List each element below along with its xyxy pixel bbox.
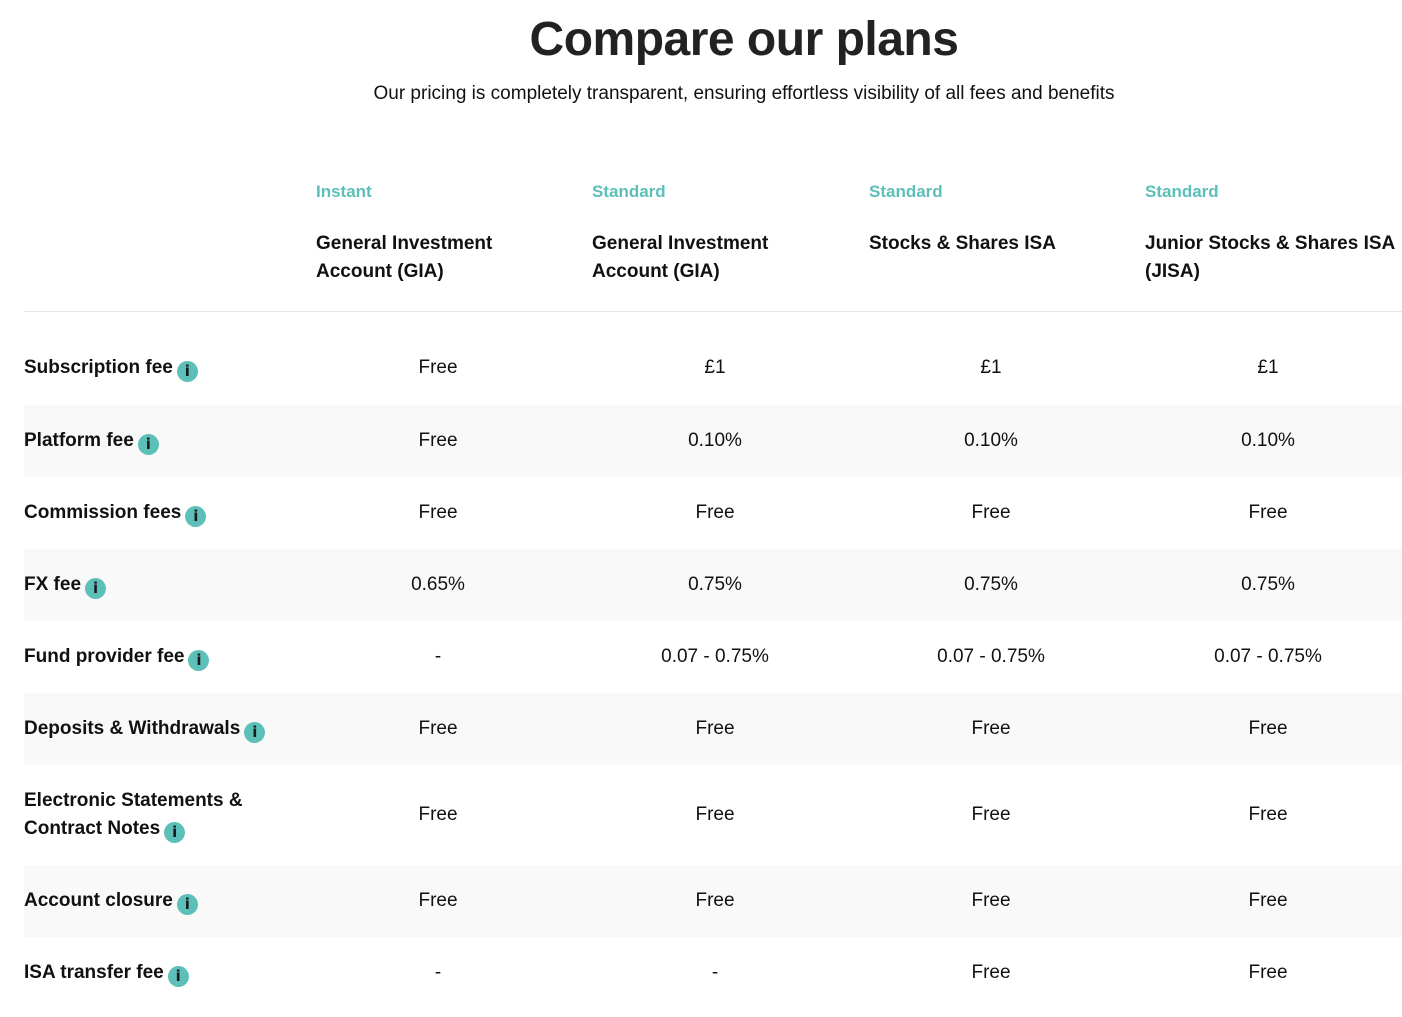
table-cell: Free — [695, 890, 735, 911]
header-divider — [24, 311, 1402, 312]
info-icon[interactable]: i — [185, 506, 206, 527]
row-label — [24, 715, 294, 743]
table-row-account-closure — [24, 865, 1402, 937]
row-label-text: Platform fee — [24, 430, 134, 451]
table-cell: Free — [971, 890, 1011, 911]
table-cell: 0.75% — [964, 574, 1018, 595]
row-label-text: Fund provider fee — [24, 646, 185, 667]
table-row-fund-provider-fee — [24, 621, 1402, 693]
table-row-commission-fees — [24, 477, 1402, 549]
plan-tier-label: Standard — [592, 182, 666, 201]
row-label-text: Deposits & Withdrawals — [24, 718, 241, 739]
table-cell: Free — [1248, 718, 1288, 739]
plan-name: Junior Stocks & Shares ISA (JISA) — [1145, 233, 1395, 282]
row-label-text: ISA transfer fee — [24, 962, 164, 983]
info-icon[interactable]: i — [177, 361, 198, 382]
info-icon[interactable]: i — [85, 578, 106, 599]
table-cell: £1 — [1257, 357, 1279, 378]
table-cell: 0.10% — [688, 430, 742, 451]
plan-header-stocks-shares-isa — [869, 180, 1129, 258]
table-cell: £1 — [704, 357, 726, 378]
row-label-text: FX fee — [24, 574, 82, 595]
table-cell: 0.07 - 0.75% — [937, 646, 1045, 667]
table-row-subscription-fee — [24, 332, 1402, 404]
table-cell: Free — [695, 804, 735, 825]
table-cell: Free — [695, 502, 735, 523]
plan-header-junior-isa — [1145, 180, 1395, 286]
table-cell: Free — [971, 962, 1011, 983]
table-cell: - — [434, 646, 442, 667]
page-subtitle: Our pricing is completely transparent, ensuring effortless visibility of all fees and benefits — [373, 83, 1115, 104]
table-cell: Free — [1248, 962, 1288, 983]
row-label — [24, 643, 294, 671]
page-title: Compare our plans — [529, 13, 959, 66]
plan-name: General Investment Account (GIA) — [592, 233, 769, 282]
table-cell: Free — [971, 718, 1011, 739]
table-cell: Free — [418, 890, 458, 911]
info-icon[interactable]: i — [188, 650, 209, 671]
table-cell: Free — [1248, 804, 1288, 825]
table-cell: Free — [1248, 502, 1288, 523]
table-cell: 0.75% — [1241, 574, 1295, 595]
table-cell: 0.10% — [1241, 430, 1295, 451]
info-icon[interactable]: i — [168, 966, 189, 987]
table-cell: Free — [971, 502, 1011, 523]
table-cell: Free — [971, 804, 1011, 825]
table-row-isa-transfer-fee — [24, 937, 1402, 1009]
table-row-electronic-statements-and-contract-notes — [24, 765, 1402, 865]
info-icon[interactable]: i — [244, 722, 265, 743]
table-cell: Free — [418, 430, 458, 451]
row-label — [24, 887, 294, 915]
table-cell: Free — [418, 804, 458, 825]
table-row-platform-fee — [24, 405, 1402, 477]
table-row-deposits-and-withdrawals — [24, 693, 1402, 765]
info-icon[interactable]: i — [138, 434, 159, 455]
row-label-text: Commission fees — [24, 502, 182, 523]
plan-tier-label: Standard — [869, 182, 943, 201]
plan-tier-label: Instant — [316, 182, 372, 201]
row-label-text: Subscription fee — [24, 357, 173, 378]
row-label — [24, 959, 294, 987]
table-cell: Free — [418, 502, 458, 523]
row-label — [24, 499, 294, 527]
plan-tier-label: Standard — [1145, 182, 1219, 201]
table-cell: 0.10% — [964, 430, 1018, 451]
info-icon[interactable]: i — [164, 822, 185, 843]
table-cell: £1 — [980, 357, 1002, 378]
plan-header-standard-gia — [592, 180, 852, 286]
table-cell: 0.65% — [411, 574, 465, 595]
row-label-text: Account closure — [24, 890, 173, 911]
plan-name: Stocks & Shares ISA — [869, 233, 1056, 254]
table-cell: - — [711, 962, 719, 983]
table-cell: 0.07 - 0.75% — [661, 646, 769, 667]
table-cell: Free — [418, 357, 458, 378]
info-icon[interactable]: i — [177, 894, 198, 915]
row-label-text: Electronic Statements & Contract Notes — [24, 790, 243, 839]
table-cell: Free — [695, 718, 735, 739]
table-cell: Free — [1248, 890, 1288, 911]
row-label — [24, 354, 294, 382]
table-cell: 0.07 - 0.75% — [1214, 646, 1322, 667]
table-cell: Free — [418, 718, 458, 739]
row-label — [24, 787, 294, 843]
plan-header-instant-gia — [316, 180, 576, 286]
row-label — [24, 427, 294, 455]
plan-name: General Investment Account (GIA) — [316, 233, 493, 282]
row-label — [24, 571, 294, 599]
table-cell: - — [434, 962, 442, 983]
table-row-fx-fee — [24, 549, 1402, 621]
table-cell: 0.75% — [688, 574, 742, 595]
